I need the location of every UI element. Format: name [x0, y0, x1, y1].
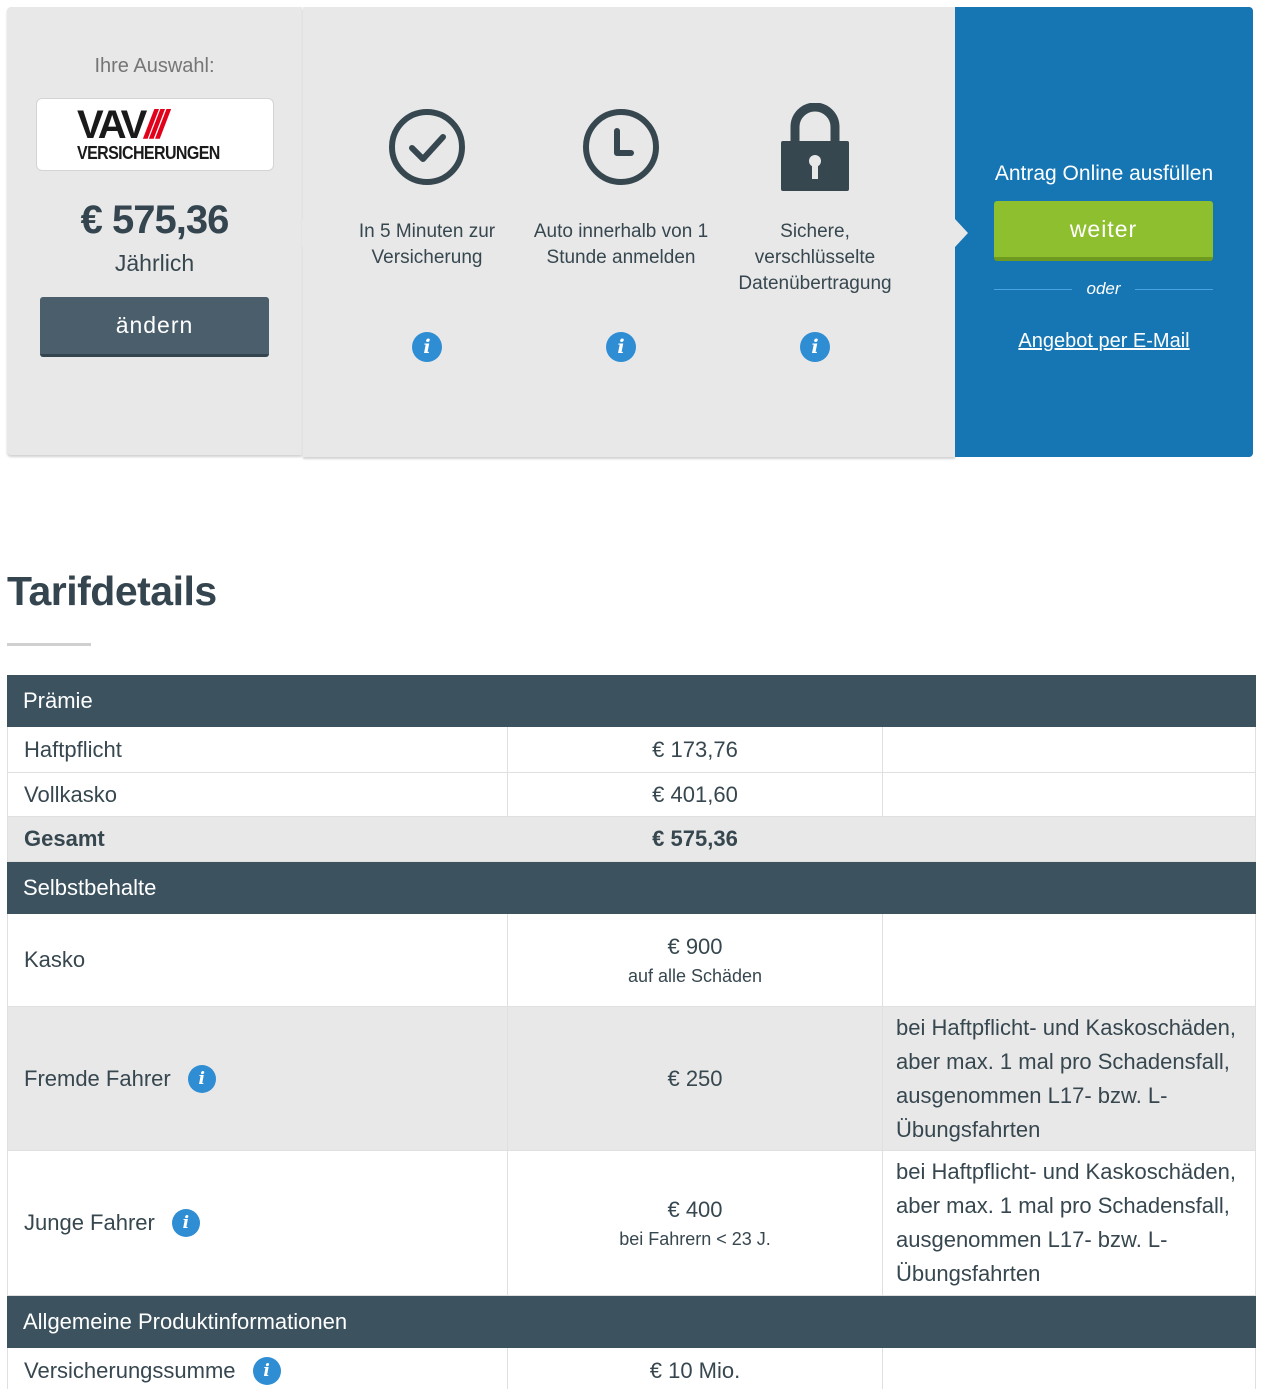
total-label: Gesamt: [7, 817, 507, 861]
tariff-details-title: Tarifdetails: [7, 568, 217, 614]
payment-period: Jährlich: [114, 250, 195, 276]
feature-secure-transfer: [718, 7, 912, 457]
row-label: Kasko: [7, 914, 507, 1006]
table-row: [7, 1007, 1256, 1151]
row-note: [882, 773, 1256, 816]
row-label: Versicherungssumme: [24, 1357, 236, 1383]
info-icon[interactable]: i: [172, 1209, 200, 1237]
row-note: [882, 1348, 1256, 1389]
row-note: bei Haftpflicht- und Kaskoschäden, aber max. 1 mal pro Schadensfall, ausgenommen L17- bzw. L-Übungsfahrten: [882, 1151, 1256, 1295]
row-note: [882, 914, 1256, 1006]
logo-text: VAV: [77, 103, 145, 147]
table-row: [7, 1151, 1256, 1296]
row-value: € 10 Mio.: [507, 1348, 882, 1389]
padlock-icon: [779, 103, 851, 193]
info-icon[interactable]: i: [253, 1357, 281, 1385]
insurer-logo: [36, 98, 274, 171]
feature-text: Auto innerhalb von 1 Stunde anmelden: [533, 221, 709, 268]
row-value: € 900: [667, 933, 723, 959]
info-icon[interactable]: i: [188, 1065, 216, 1093]
check-circle-icon: [387, 107, 467, 187]
divider-line: [1135, 289, 1213, 290]
row-value: € 250: [507, 1007, 882, 1150]
logo-subtext: VERSICHERUNGEN: [77, 144, 220, 164]
section-header-label: Prämie: [23, 688, 93, 713]
row-label: Vollkasko: [7, 773, 507, 816]
feature-text: Sichere, verschlüsselte Datenübertragung: [738, 221, 892, 294]
row-label: Haftpflicht: [7, 727, 507, 772]
row-label: Fremde Fahrer: [24, 1065, 171, 1091]
info-icon[interactable]: i: [606, 332, 636, 362]
feature-text: In 5 Minuten zur Versicherung: [358, 221, 496, 268]
row-note: bei Haftpflicht- und Kaskoschäden, aber max. 1 mal pro Schadensfall, ausgenommen L17- bzw. L-Übungsfahrten: [882, 1007, 1256, 1150]
apply-online-title: Antrag Online ausfüllen: [994, 162, 1214, 185]
selection-panel: [7, 7, 1253, 457]
clock-icon: [581, 107, 661, 187]
or-label: oder: [1086, 279, 1121, 298]
continue-button[interactable]: weiter: [994, 201, 1213, 261]
features-box: [303, 7, 955, 457]
or-divider: [994, 279, 1213, 299]
email-offer-link[interactable]: Angebot per E-Mail: [1018, 330, 1190, 352]
section-header-label: Selbstbehalte: [23, 875, 157, 900]
row-value-sub: auf alle Schäden: [627, 965, 763, 986]
selection-label: Ihre Auswahl:: [94, 55, 215, 77]
row-label: Junge Fahrer: [24, 1210, 155, 1235]
table-row: [7, 727, 1256, 773]
section-header-general-info: [7, 1296, 1256, 1348]
logo-slashes: ///: [144, 103, 163, 147]
feature-car-registration: [524, 7, 718, 457]
change-button[interactable]: ändern: [40, 297, 269, 357]
panel-arrow: [302, 219, 315, 247]
section-header-premium: [7, 675, 1256, 727]
table-row: [7, 1348, 1256, 1389]
feature-fast-insurance: [330, 7, 524, 457]
section-header-deductibles: [7, 862, 1256, 914]
title-underline: [7, 643, 91, 646]
info-icon[interactable]: i: [412, 332, 442, 362]
total-value: € 575,36: [652, 826, 738, 851]
total-row: [7, 817, 1256, 862]
row-value: € 173,76: [507, 727, 882, 772]
row-value: € 400: [667, 1196, 723, 1222]
row-value-sub: bei Fahrern < 23 J.: [619, 1228, 771, 1249]
tariff-table: [7, 675, 1256, 1389]
table-row: [7, 773, 1256, 817]
table-row: [7, 914, 1256, 1007]
info-icon[interactable]: i: [800, 332, 830, 362]
row-note: [882, 727, 1256, 772]
annual-price: € 575,36: [80, 198, 229, 242]
panel-arrow: [955, 219, 968, 247]
selected-offer-box: [7, 7, 302, 455]
row-value: € 401,60: [507, 773, 882, 816]
section-header-label: Allgemeine Produktinformationen: [23, 1309, 348, 1334]
apply-online-box: [955, 7, 1253, 457]
